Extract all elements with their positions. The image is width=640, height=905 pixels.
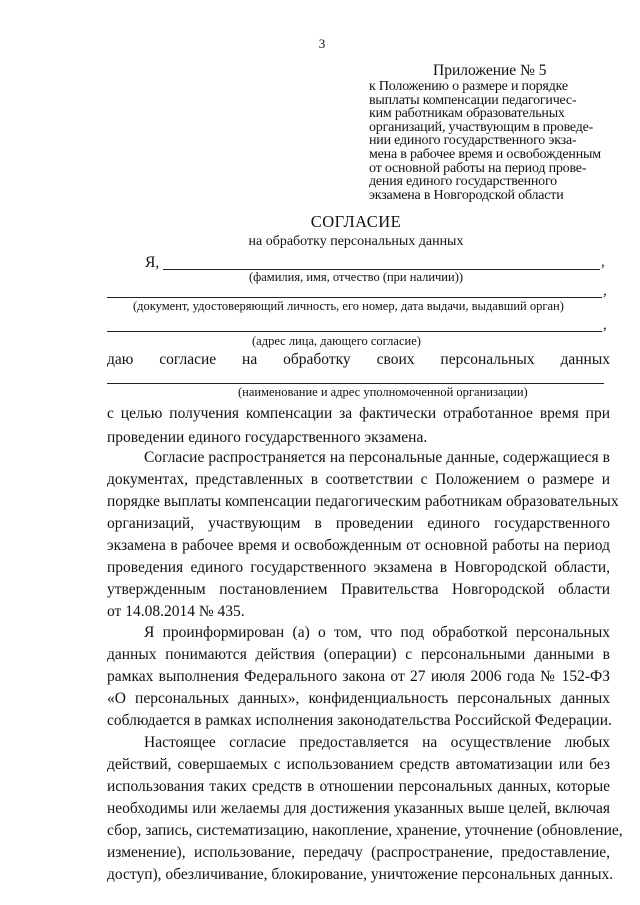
appendix-line: экзамена в Новгородской области <box>369 187 564 203</box>
paragraph-line: с целью получения компенсации за фактически отработанное время при <box>107 405 610 422</box>
appendix-line: выплаты компенсации педагогичес- <box>369 92 577 108</box>
paragraph-line: доступ), обезличивание, блокирование, уничтожение персональных данных. <box>107 866 614 883</box>
paragraph-line: от 14.08.2014 № 435. <box>107 603 245 620</box>
appendix-line: нии единого государственного экза- <box>369 133 577 149</box>
document-title: СОГЛАСИЕ <box>310 212 402 231</box>
address-hint: (адрес лица, дающего согласие) <box>252 334 421 348</box>
paragraph-line: экзамена в рабочее время и освобожденным от основной работы на период <box>107 537 610 554</box>
appendix-line: от основной работы на период прове- <box>369 160 587 176</box>
paragraph-line: утвержденным постановлением Правительства Новгородской области <box>107 581 610 598</box>
paragraph-line: соблюдается в рамках исполнения законодательства Российской Федерации. <box>107 712 612 729</box>
paragraph-line: проведения единого государственного экзамена в Новгородской области, <box>107 559 610 576</box>
paragraph-line: данных понимаются действия (операции) с персональными данными в <box>107 646 610 663</box>
organization-hint: (наименование и адрес уполномоченной организации) <box>238 385 528 399</box>
consent-line: даю согласие на обработку своих персональных данных <box>107 351 610 368</box>
paragraph-line: документах, представленных в соответствии с Положением о размере и <box>107 471 610 488</box>
paragraph-line: сбор, запись, систематизацию, накопление, хранение, уточнение (обновление, <box>107 822 623 839</box>
fio-comma: , <box>601 254 605 270</box>
paragraph-line: изменение), использование, передачу (распространение, предоставление, <box>107 844 610 861</box>
appendix-line: организаций, участвующим в проведе- <box>369 119 594 135</box>
appendix-title: Приложение № 5 <box>433 62 547 79</box>
fio-hint: (фамилия, имя, отчество (при наличии)) <box>249 270 464 284</box>
document-hint: (документ, удостоверяющий личность, его номер, дата выдачи, выдавший орган) <box>133 299 564 313</box>
appendix-text <box>369 80 609 202</box>
address-comma: , <box>603 317 607 333</box>
appendix-line: дения единого государственного <box>369 174 557 190</box>
paragraph-line: проведении единого государственного экзамена. <box>107 429 428 446</box>
document-comma: , <box>603 283 607 299</box>
paragraph-line: рамках выполнения Федерального закона от 27 июля 2006 года № 152-ФЗ <box>107 668 610 685</box>
appendix-line: мена в рабочее время и освобожденным <box>369 146 601 162</box>
appendix-line: к Положению о размере и порядке <box>369 79 568 94</box>
document-field-line[interactable] <box>107 297 602 298</box>
organization-field-line[interactable] <box>107 383 604 384</box>
page-number: 3 <box>318 36 326 51</box>
paragraph-line: Настоящее согласие предоставляется на осуществление любых <box>144 734 610 751</box>
paragraph-line: порядке выплаты компенсации педагогическим работникам образовательных <box>107 493 619 510</box>
ya-label: Я, <box>145 254 160 271</box>
paragraph-line: необходимы или желаемы для достижения указанных выше целей, включая <box>107 800 610 817</box>
paragraph-line: «О персональных данных», конфиденциальность персональных данных <box>107 690 610 707</box>
paragraph-line: организаций, участвующим в проведении единого государственного <box>107 515 610 532</box>
paragraph-line: использования таких средств в отношении персональных данных, которые <box>107 778 610 795</box>
appendix-line: ким работникам образовательных <box>369 106 565 122</box>
paragraph-line: Я проинформирован (а) о том, что под обработкой персональных <box>144 624 610 641</box>
address-field-line[interactable] <box>107 331 602 332</box>
document-subtitle: на обработку персональных данных <box>248 234 464 249</box>
paragraph-line: действий, совершаемых с использованием средств автоматизации или без <box>107 756 610 773</box>
paragraph-line: Согласие распространяется на персональные данные, содержащиеся в <box>144 449 610 466</box>
